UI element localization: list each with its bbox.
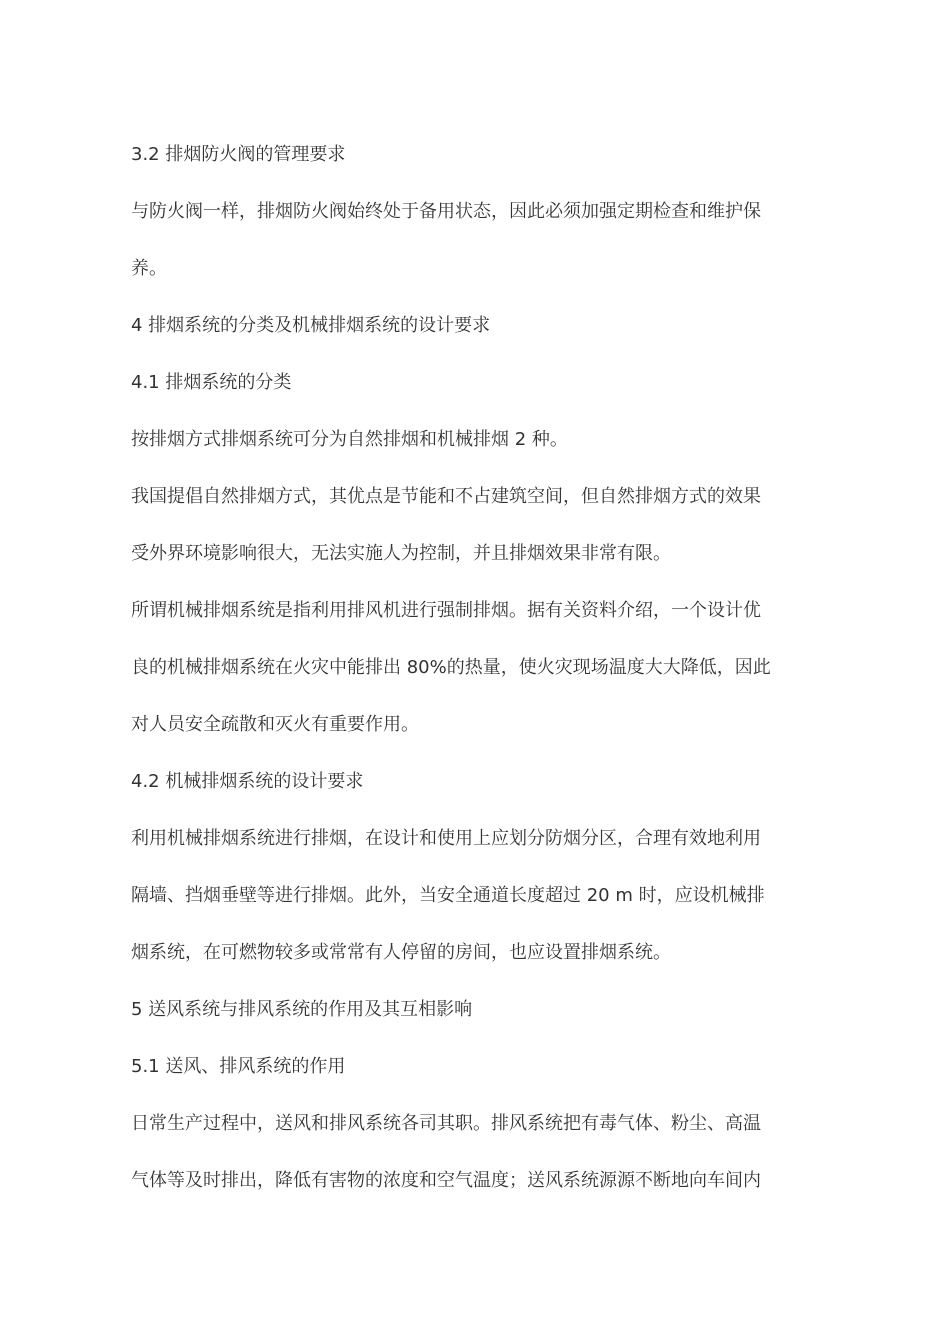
paragraph-line: 受外界环境影响很大，无法实施人为控制，并且排烟效果非常有限。	[131, 543, 671, 564]
paragraph-line: 气体等及时排出，降低有害物的浓度和空气温度；送风系统源源不断地向车间内	[131, 1170, 761, 1191]
heading-4-1: 4.1 排烟系统的分类	[131, 372, 292, 393]
heading-5: 5 送风系统与排风系统的作用及其互相影响	[131, 999, 473, 1020]
paragraph-line: 所谓机械排烟系统是指利用排风机进行强制排烟。据有关资料介绍，一个设计优	[131, 600, 761, 621]
document-body	[131, 139, 831, 1197]
heading-5-1: 5.1 送风、排风系统的作用	[131, 1056, 346, 1077]
paragraph-line: 隔墙、挡烟垂壁等进行排烟。此外，当安全通道长度超过 20 m 时，应设机械排	[131, 885, 765, 906]
paragraph-line: 日常生产过程中，送风和排风系统各司其职。排风系统把有毒气体、粉尘、高温	[131, 1113, 761, 1134]
paragraph-line: 按排烟方式排烟系统可分为自然排烟和机械排烟 2 种。	[131, 429, 568, 450]
paragraph-line: 对人员安全疏散和灭火有重要作用。	[131, 714, 419, 735]
paragraph-line: 与防火阀一样，排烟防火阀始终处于备用状态，因此必须加强定期检查和维护保	[131, 201, 761, 222]
paragraph-line: 我国提倡自然排烟方式，其优点是节能和不占建筑空间，但自然排烟方式的效果	[131, 486, 761, 507]
paragraph-line: 烟系统，在可燃物较多或常常有人停留的房间，也应设置排烟系统。	[131, 942, 671, 963]
paragraph-line: 养。	[131, 258, 167, 279]
paragraph-line: 利用机械排烟系统进行排烟，在设计和使用上应划分防烟分区，合理有效地利用	[131, 828, 761, 849]
paragraph-line: 良的机械排烟系统在火灾中能排出 80%的热量，使火灾现场温度大大降低，因此	[131, 657, 771, 678]
heading-3-2: 3.2 排烟防火阀的管理要求	[131, 144, 346, 165]
heading-4: 4 排烟系统的分类及机械排烟系统的设计要求	[131, 315, 491, 336]
heading-4-2: 4.2 机械排烟系统的设计要求	[131, 771, 364, 792]
